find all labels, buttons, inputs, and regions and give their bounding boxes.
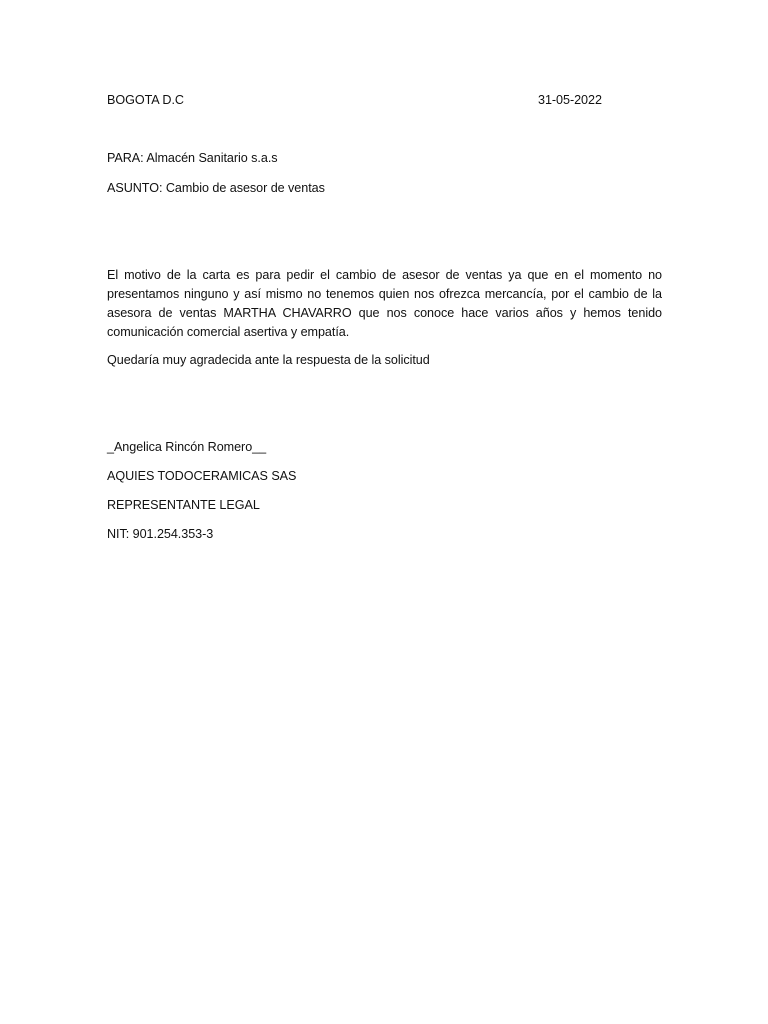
recipient-line: PARA: Almacén Sanitario s.a.s (107, 151, 278, 165)
closing-line: Quedaría muy agradecida ante la respuesta de la solicitud (107, 353, 430, 367)
signature-company: AQUIES TODOCERAMICAS SAS (107, 469, 297, 483)
subject-line: ASUNTO: Cambio de asesor de ventas (107, 181, 325, 195)
signature-title: REPRESENTANTE LEGAL (107, 498, 260, 512)
signature-nit: NIT: 901.254.353-3 (107, 527, 214, 541)
city-line: BOGOTA D.C (107, 93, 184, 107)
letter-body-paragraph: El motivo de la carta es para pedir el cambio de asesor de ventas ya que en el momento no presentamos ninguno y así mismo no tenemos quien nos ofrezca mercancía, por el cambio de la asesora de ventas MARTHA CHAVARRO que nos conoce hace varios años y hemos tenido comunicación comercial asertiva y empatía. (107, 268, 662, 339)
signature-name: _Angelica Rincón Romero__ (107, 440, 267, 454)
date-line: 31-05-2022 (538, 93, 602, 107)
